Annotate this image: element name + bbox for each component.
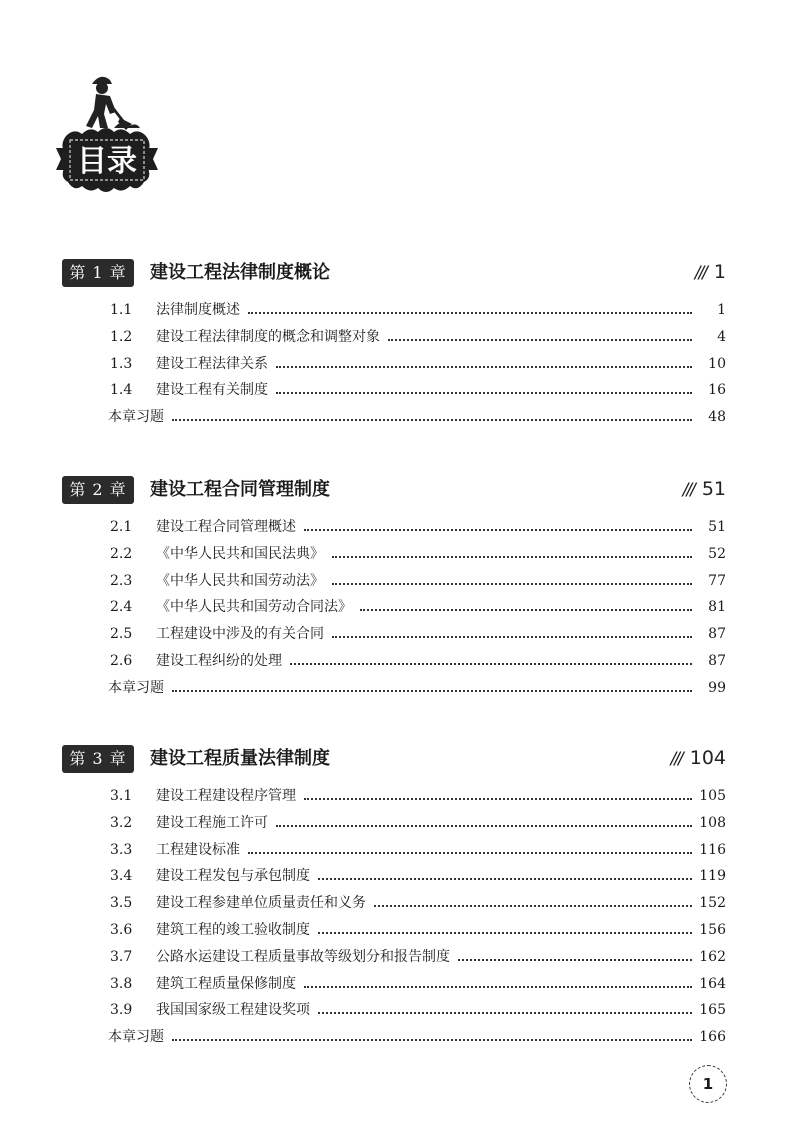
toc-entry[interactable] [62, 379, 726, 406]
entry-page: 10 [708, 355, 726, 372]
entry-page: 108 [699, 814, 726, 831]
dot-leader [332, 583, 692, 585]
entry-title: 公路水运建设工程质量事故等级划分和报告制度 [156, 948, 450, 965]
chapter-header [62, 476, 726, 510]
toc-title: 目录 [77, 144, 137, 179]
dot-leader [318, 932, 692, 934]
entry-number: 2.1 [110, 519, 133, 535]
worker-shovel-icon [52, 70, 164, 198]
entry-number: 3.3 [110, 841, 133, 858]
dot-leader [304, 986, 692, 988]
toc-entry-exercises[interactable] [62, 1026, 726, 1053]
dot-leader [332, 556, 692, 558]
entry-number: 3.1 [110, 788, 133, 804]
dot-leader [172, 1039, 692, 1041]
entry-title: 工程建设中涉及的有关合同 [156, 626, 324, 643]
toc-entry[interactable] [62, 865, 726, 892]
toc-entry[interactable] [62, 946, 726, 973]
dot-leader [290, 663, 692, 665]
dot-leader [276, 366, 692, 368]
entry-number: 3.9 [110, 1002, 133, 1019]
chapter-page-slashes: /// [694, 263, 706, 283]
chapter-entries [62, 785, 726, 1053]
entry-number: 3.8 [110, 975, 133, 992]
toc-entry[interactable] [62, 570, 726, 597]
entry-number: 1.2 [110, 328, 133, 345]
chapter-page [695, 259, 726, 286]
chapter-1 [62, 259, 726, 433]
entry-title: 建设工程法律关系 [156, 355, 268, 372]
entry-title: 建设工程参建单位质量责任和义务 [156, 895, 366, 912]
entry-title: 建设工程发包与承包制度 [156, 868, 310, 885]
entry-number: 3.4 [110, 868, 133, 885]
dot-leader [318, 878, 692, 880]
entry-number: 3.5 [110, 895, 133, 912]
dot-leader [276, 825, 692, 827]
entry-number: 2.3 [110, 572, 133, 589]
entry-title: 建设工程有关制度 [156, 382, 268, 399]
chapter-page-number: 51 [701, 478, 726, 500]
toc-entry-exercises[interactable] [62, 406, 726, 433]
toc-entry[interactable] [62, 650, 726, 677]
chapter-entries [62, 299, 726, 433]
entry-page: 165 [699, 1002, 726, 1019]
entry-page: 99 [708, 679, 726, 696]
toc-logo [52, 70, 164, 198]
entry-number: 2.2 [110, 545, 133, 562]
toc-entry[interactable] [62, 892, 726, 919]
entry-page: 116 [699, 841, 726, 858]
chapter-page-number: 104 [689, 747, 726, 769]
dot-leader [304, 798, 692, 800]
entry-page: 152 [699, 895, 726, 912]
toc-entry-exercises[interactable] [62, 677, 726, 704]
dot-leader [172, 690, 692, 692]
chapter-badge: 第 2 章 [62, 476, 134, 504]
entry-number: 1.3 [110, 355, 133, 372]
entry-page: 87 [708, 626, 726, 643]
entry-page: 77 [708, 572, 726, 589]
chapter-title[interactable]: 建设工程质量法律制度 [150, 748, 330, 769]
entry-title: 工程建设标准 [156, 841, 240, 858]
dot-leader [458, 959, 692, 961]
chapter-page-slashes: /// [682, 480, 694, 500]
entry-number: 3.7 [110, 948, 133, 965]
entry-page: 1 [717, 302, 726, 318]
dot-leader [332, 636, 692, 638]
toc-entry[interactable] [62, 596, 726, 623]
entry-page: 156 [699, 921, 726, 938]
dot-leader [172, 419, 692, 421]
chapter-title[interactable]: 建设工程合同管理制度 [150, 479, 330, 500]
entry-page: 105 [699, 788, 726, 804]
toc-entry[interactable] [62, 785, 726, 812]
dot-leader [304, 529, 692, 531]
entry-title: 建设工程纠纷的处理 [156, 652, 282, 669]
entry-page: 87 [708, 652, 726, 669]
toc-entry[interactable] [62, 516, 726, 543]
dot-leader [360, 609, 692, 611]
entry-page: 81 [708, 599, 726, 616]
entry-title: 建筑工程的竣工验收制度 [156, 921, 310, 938]
entry-page: 52 [708, 545, 726, 562]
entry-title: 《中华人民共和国劳动法》 [156, 572, 324, 589]
entry-title: 《中华人民共和国民法典》 [156, 545, 324, 562]
dot-leader [248, 312, 692, 314]
entry-number: 3.2 [110, 814, 133, 831]
chapter-2 [62, 476, 726, 704]
toc-entry[interactable] [62, 326, 726, 353]
entry-title: 建筑工程质量保修制度 [156, 975, 296, 992]
toc-entry[interactable] [62, 839, 726, 866]
entry-title: 建设工程建设程序管理 [156, 788, 296, 804]
entry-title: 本章习题 [108, 1029, 164, 1046]
entry-title: 建设工程法律制度的概念和调整对象 [156, 328, 380, 345]
dot-leader [318, 1012, 692, 1014]
entry-page: 4 [717, 328, 726, 345]
chapter-page [671, 745, 726, 772]
entry-number: 1.1 [110, 302, 133, 318]
entry-page: 166 [699, 1029, 726, 1046]
entry-title: 建设工程合同管理概述 [156, 519, 296, 535]
entry-title: 《中华人民共和国劳动合同法》 [156, 599, 352, 616]
toc-entry[interactable] [62, 353, 726, 380]
entry-page: 16 [708, 382, 726, 399]
dot-leader [374, 905, 692, 907]
chapter-title[interactable]: 建设工程法律制度概论 [150, 262, 330, 283]
dot-leader [248, 852, 692, 854]
dot-leader [388, 339, 692, 341]
chapter-page-slashes: /// [670, 749, 682, 769]
entry-page: 162 [699, 948, 726, 965]
entry-number: 3.6 [110, 921, 133, 938]
entry-number: 1.4 [110, 382, 133, 399]
chapter-page [683, 476, 726, 503]
entry-page: 164 [699, 975, 726, 992]
chapter-badge: 第 1 章 [62, 259, 134, 287]
chapter-3 [62, 745, 726, 1053]
entry-title: 本章习题 [108, 409, 164, 426]
entry-title: 我国国家级工程建设奖项 [156, 1002, 310, 1019]
page-number: 1 [689, 1065, 727, 1103]
chapter-header [62, 745, 726, 779]
toc-entry[interactable] [62, 919, 726, 946]
dot-leader [276, 392, 692, 394]
entry-title: 法律制度概述 [156, 302, 240, 318]
toc-entry[interactable] [62, 812, 726, 839]
chapter-page-number: 1 [713, 261, 726, 283]
entry-page: 51 [708, 519, 726, 535]
entry-title: 建设工程施工许可 [156, 814, 268, 831]
entry-number: 2.5 [110, 626, 133, 643]
entry-page: 48 [708, 409, 726, 426]
entry-title: 本章习题 [108, 679, 164, 696]
toc-entry[interactable] [62, 623, 726, 650]
toc-entry[interactable] [62, 999, 726, 1026]
toc-entry[interactable] [62, 299, 726, 326]
entry-number: 2.6 [110, 652, 133, 669]
entry-page: 119 [699, 868, 726, 885]
chapter-badge: 第 3 章 [62, 745, 134, 773]
toc-entry[interactable] [62, 973, 726, 1000]
entry-number: 2.4 [110, 599, 133, 616]
chapter-entries [62, 516, 726, 704]
toc-entry[interactable] [62, 543, 726, 570]
chapter-header [62, 259, 726, 293]
